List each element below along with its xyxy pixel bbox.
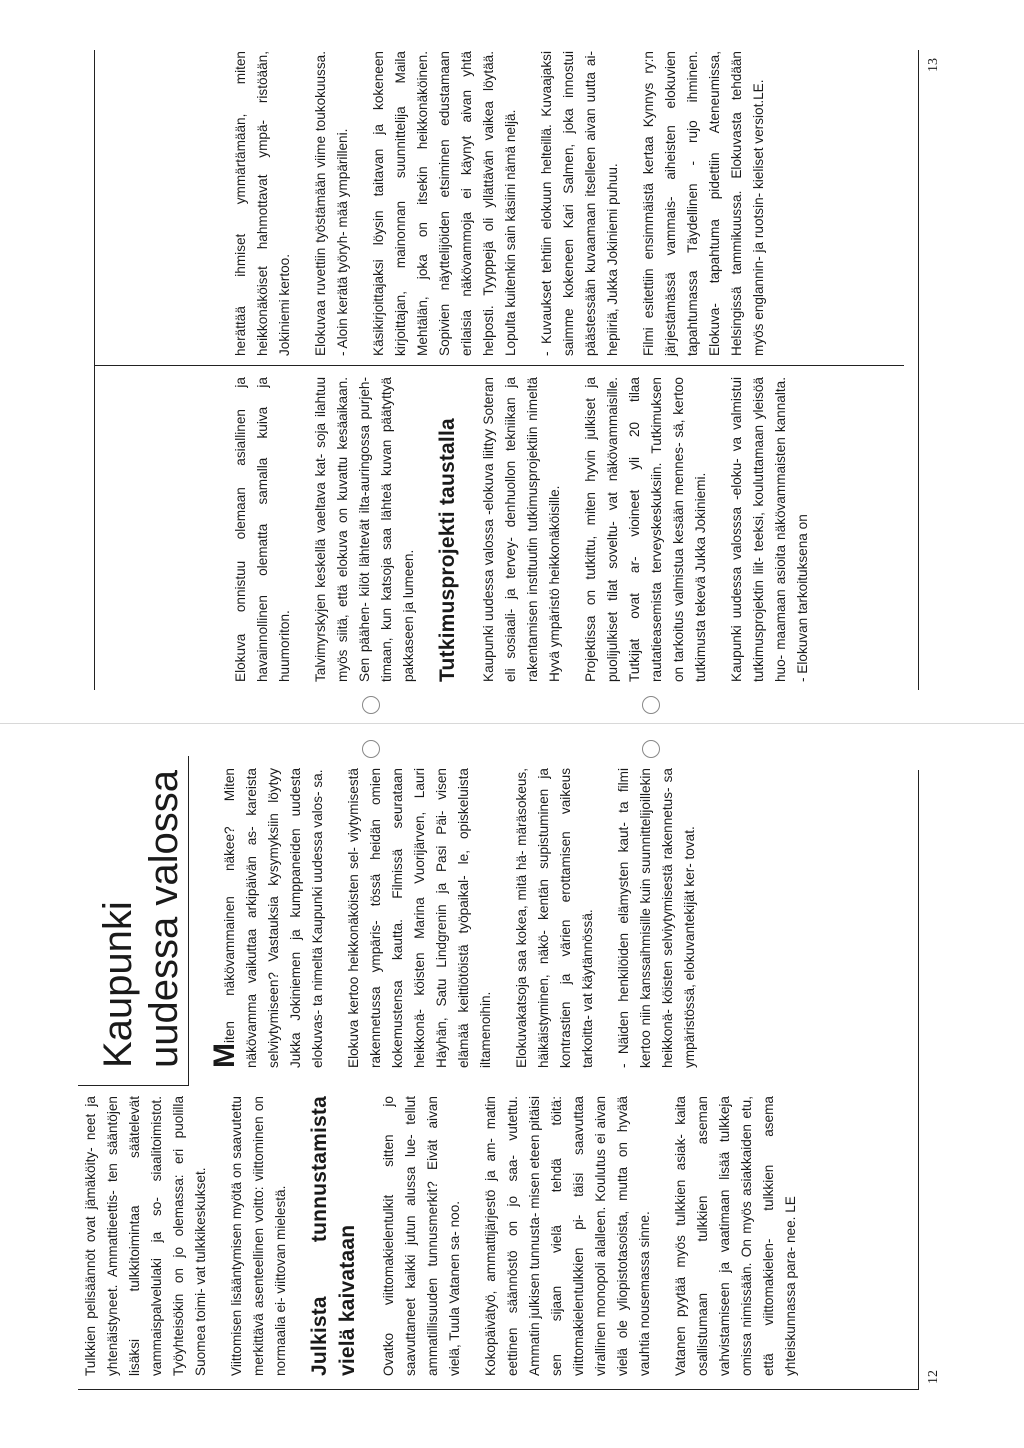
punch-hole-marker bbox=[362, 696, 380, 714]
punch-hole-marker bbox=[642, 740, 660, 758]
page-12 bbox=[0, 724, 1024, 1448]
paragraph: Vatanen pyytää myös tulkkien asiak- kaita osallistumaan tulkkien aseman vahvistamiseen ja vaatimaan lisää tulkkeja omissa nimissään. On myös asiakkaiden etu, että viittomakielen- tulkkien asema yhteiskunnassa para- nee. LE bbox=[673, 1096, 798, 1376]
article-title bbox=[95, 738, 187, 1068]
paragraph: Kaupunki uudessa valossa -elokuva liittyy Soteran eli sosiaali- ja tervey- denhuollon tekniikan ja rakentamisen instituutin tutkimusprojektiin nimeltä Hyvä ympäristö heikkonäköisille. bbox=[481, 377, 562, 682]
left-page-bottom-rule bbox=[918, 770, 919, 1390]
paragraph: Elokuvaa ruvettiin työstämään viime toukokuussa. - Aloin kerätä työryh- mää ympärilleni. bbox=[313, 51, 350, 356]
paragraph: Talvimyrskyjen keskellä vaeltava kat- soja ilahtuu myös siitä, että elokuva on kuvattu kesäaikaan. Sen päähen- kilöt lähtevät ilta-auringossa purjeh- timaan, kun katsoja saa lähteä kuvan päätyttyä pakkaseen ja lumeen. bbox=[313, 377, 416, 682]
right-page-bottom-rule bbox=[918, 50, 919, 690]
paragraph: Elokuva onnistuu olemaan asiallinen ja havainnollinen olematta samalla kuiva ja huumoriton. bbox=[233, 377, 292, 682]
article-title-line1: Kaupunki bbox=[96, 901, 140, 1068]
article-intro bbox=[208, 768, 329, 1068]
page-number-13: 13 bbox=[926, 58, 941, 72]
paragraph: - Kuvaukset tehtiin elokuun helteillä. Kuvaajaksi saimme kokeneen Kari Salmen, joka innostui päästessään kuvaamaan itselleen aivan uutta ai- hepiiriä, Jukka Jokiniemi puhuu. bbox=[539, 51, 620, 356]
paragraph: Tulkkien pelisäännöt ovat jämäköity- neet ja yhtenäistyneet. Ammattieettis- ten sääntöjen lisäksi tulkkitoimintaa säätelevät vammaispalvelulaki ja so- siaalitoimistot. Työyhteisökin on jo olemassa: eri puolilla Suomea toimi- vat tulkkikeskukset. bbox=[83, 1096, 208, 1376]
page-number-12: 12 bbox=[926, 1370, 941, 1384]
left-column-tulkit bbox=[80, 1096, 816, 1376]
article-title-line2: uudessa valossa bbox=[142, 770, 186, 1068]
right-page-top-rule bbox=[94, 50, 95, 690]
drop-cap: M bbox=[208, 1043, 241, 1068]
right-page-column-rule bbox=[94, 365, 904, 366]
left-page-outer-rule bbox=[78, 1389, 918, 1390]
paragraph: herättää ihmiset ymmärtämään, miten heikkonäköiset hahmottavat ympä- ristöään, Jokiniemi kertoo. bbox=[233, 51, 292, 356]
paragraph: Elokuva kertoo heikkonäköisten sel- viytymisestä rakennetussa ympäris- tössä heidän omien kokemustensa kautta. Filmissä seurataan heikkonä- köisten Marina Vuorijärven, Lauri Häyhän, Satu Lindgrenin ja Pasi Päi- visen elämää keittiötöistä työpaikal- le, opiskeluista iltamenoihin. bbox=[346, 768, 493, 1068]
paragraph: Ovatko viittomakielentulkit sitten jo saavuttaneet kaikki jutun alussa lue- tellut ammatillisuuden tunnusmerkit? Eivät aivan vielä, Tuula Vatanen sa- noo. bbox=[381, 1096, 462, 1376]
paragraph: Filmi esitettiin ensimmäistä kertaa Kynnys ry:n järjestämässä vammais- aiheisten elokuvien tapahtumassa Täydellinen - rujo ihminen. Elokuva- tapahtuma pidettiin Ateneumissa, Helsingissä tammikuussa. Elokuvasta tehdään myös englannin- ja ruotsin- kieliset versiot.LE. bbox=[641, 51, 766, 356]
paragraph: - Näiden henkilöiden elämysten kaut- ta filmi kertoo niin kanssaihmisille kuin suunnittelijoillekin heikkonä- köisten selviytymisestä rakennetus- sa ympäristössä, elokuvantekijät ker- tovat. bbox=[616, 768, 697, 1068]
article-title-rule bbox=[188, 756, 189, 1086]
right-column-1 bbox=[230, 377, 828, 682]
right-column-2 bbox=[230, 51, 784, 356]
intro-text: iten näkövammainen näkee? Miten näkövamma vaikuttaa arkipäivän as- kareista selviytymiseen? Vastauksia kysymyksiin löytyy Jukka Jokiniemen ja kumppaneiden uudesta elokuvas- ta nimeltä Kaupunki uudessa valos- sa. bbox=[222, 768, 325, 1068]
paragraph: Kokopäivätyö, ammattijärjestö ja am- matin eettinen säännöstö on jo saa- vutettu. Ammatin julkisen tunnusta- misen eteen pitäisi sen sijaan vielä tehdä töitä: viittomakielentulkkien pi- täisi saavuttaa virallinen monopoli alalleen. Koulutus ei aivan vielä ole yliopistotasoista, mutta on hyvää vauhtia nousemassa sinne. bbox=[483, 1096, 652, 1376]
punch-hole-marker bbox=[362, 740, 380, 758]
section-heading: Tutkimusprojekti taustalla bbox=[436, 418, 459, 682]
paragraph: Elokuvakatsoja saa kokea, mitä hä- märäsokeus, häikäistyminen, näkö- kentän supistuminen ja kontrastien ja värien erottamisen vaikeus tarkoitta- vat käytännössä. bbox=[514, 768, 595, 1068]
paragraph: Käsikirjoittajaksi löysin taitavan ja kokeneen kirjoittajan, mainonnan suunnittelija Maila Mehtälän, joka on itsekin heikkonäköinen. Sopivien näyttelijöiden etsiminen edustamaan erilaisia näkövammoja ei käynyt aivan yhtä helposti. Tyyppejä oli yllättävän vaikea löytää. Lopulta kuitenkin sain käsiini nämä neljä. bbox=[371, 51, 518, 356]
paragraph: Viittomisen lisääntymisen myötä on saavutettu merkittävä asenteellinen voitto: viittominen on normaalia ei- viittovan mielestä. bbox=[229, 1096, 288, 1376]
paragraph: Projektissa on tutkittu, miten hyvin julkiset ja puolijulkiset tilat soveltu- vat näkövammaisille. Tutkijat ovat ar- vioineet yli 20 tilaa rautatieasemista terveyskeskuksiin. Tutkimuksen on tarkoitus valmistua kesään mennes- sä, kertoo tutkimusta tekevä Jukka Jokiniemi. bbox=[583, 377, 708, 682]
paragraph: Kaupunki uudessa valosssa -eloku- va valmistui tutkimusprojektin liit- teeksi, kouluttamaan yleisöä huo- maamaan asioita näkövammaisten kannalta. - Elokuvan tarkoituksena on bbox=[729, 377, 810, 682]
punch-hole-marker bbox=[642, 696, 660, 714]
section-heading: Julkista tunnustamista vielä kaivataan bbox=[308, 1096, 359, 1376]
article-column bbox=[208, 768, 715, 1068]
article-divider-rule bbox=[78, 1085, 188, 1086]
